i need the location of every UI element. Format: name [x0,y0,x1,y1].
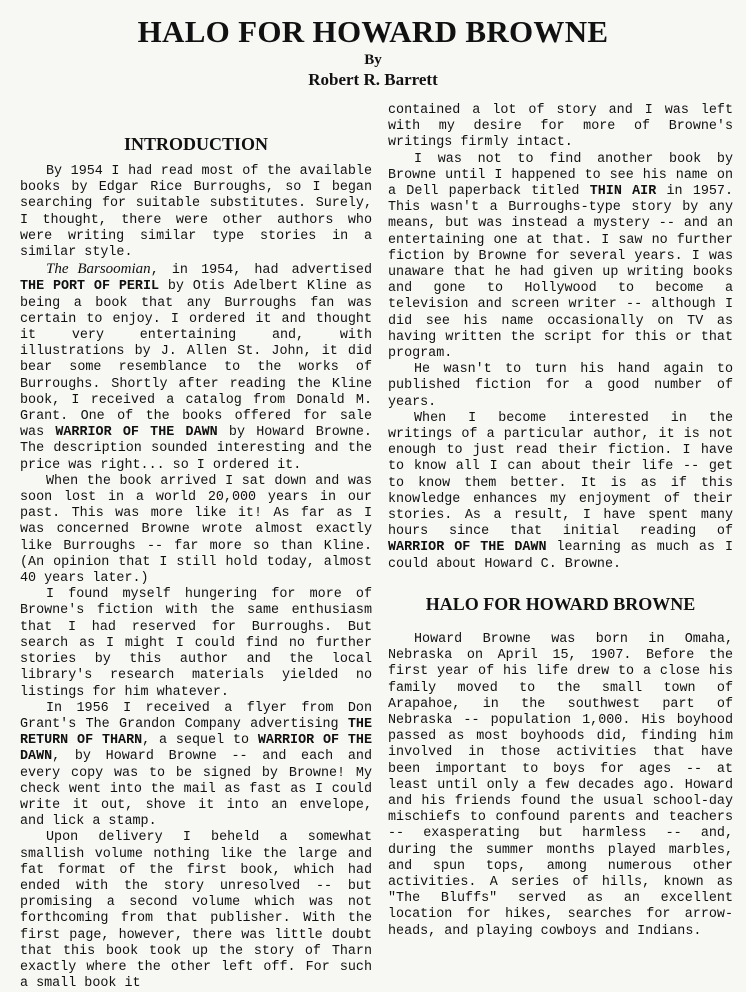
paragraph: When the book arrived I sat down and was soon lost in a world 20,000 years in our past. This was more like it! As far as I was concerned Browne wrote almost exactly like Burroughs -- far more so than Kline. (An opinion that I still hold today, almost 40 years later.) [20,473,372,587]
paragraph: He wasn't to turn his hand again to published fiction for a good number of years. [388,362,733,410]
author-name: Robert R. Barrett [308,70,438,89]
section-heading-introduction: INTRODUCTION [123,134,269,154]
book-title: THIN AIR [589,184,657,200]
book-title: THE RETURN OF THARN [20,716,372,749]
book-title: WARRIOR OF THE DAWN [388,540,547,556]
book-title: WARRIOR OF THE DAWN [55,425,218,441]
paragraph: By 1954 I had read most of the available books by Edgar Rice Burroughs, so I began searching for suitable substitutes. Surely, I thought, there were other authors who were writing similar type stories in a similar style. [20,164,372,261]
paragraph: When I become interested in the writings of a particular author, it is not enough to just read their fiction. I have to know all I can about their life -- get to know them better. It is as if this knowledge enhances my enjoyment of their stories. As a result, I have spent many hours since that initial reading of WARRIOR OF THE DAWN learning as much as I could about Howard C. Browne. [388,410,733,572]
book-title: WARRIOR OF THE DAWN [20,733,373,765]
book-title: THE PORT OF PERIL [20,279,160,295]
byline-label: By [364,52,382,68]
paragraph: In 1956 I received a flyer from Don Grant's The Grandon Company advertising THE RETURN OF THARN, a sequel to WARRIOR OF THE DAWN, by Howard Browne -- and each and every copy was to be signed by Browne! My check went into the mail as fast as I could write it out, shove it into an envelope, and lick a stamp. [20,700,373,830]
section-heading-halo: HALO FOR HOWARD BROWNE [425,594,696,614]
italic-title: The Barsoomian [46,261,151,278]
paragraph: Upon delivery I beheld a somewhat smallish volume nothing like the large and fat format of the first book, which had ended with the story unresolved -- but promising a second volume which was not forthcoming from that publisher. With the first page, however, there was little doubt that this book took up the story of Tharn exactly where the other left off. For such a small book it [20,830,372,992]
paragraph: I found myself hungering for more of Browne's fiction with the same enthusiasm that I had reserved for Burroughs. But search as I might I could find no further stories by this author and the local library's research materials yielded no listings for him whatever. [20,587,372,700]
paragraph: contained a lot of story and I was left with my desire for more of Browne's writings firmly intact. [388,103,733,151]
article-title: HALO FOR HOWARD BROWNE [137,14,609,49]
right-column-body-second [388,632,733,940]
paragraph: I was not to find another book by Browne until I happened to see his name on a Dell paperback titled THIN AIR in 1957. This wasn't a Burroughs-type story by any means, but was instead a mystery -- and an entertaining one at that. I saw no further fiction by Browne for several years. I was unaware that he had given up writing books and gone to Hollywood to become a television and screen writer -- although I did see his name occasionally on TV as having written the script for this or that program. [388,151,734,362]
paragraph: The Barsoomian, in 1954, had advertised THE PORT OF PERIL by Otis Adelbert Kline as being a book that any Burroughs fan was certain to enjoy. I ordered it and thought it very entertaining and, with illustrations by J. Allen St. John, it did bear some resemblance to the works of Burroughs. Shortly after reading the Kline book, I received a catalog from Donald M. Grant. One of the books offered for sale was WARRIOR OF THE DAWN by Howard Browne. The description sounded interesting and the price was right... so I ordered it. [20,261,372,473]
right-column-body [388,103,733,573]
paragraph: Howard Browne was born in Omaha, Nebraska on April 15, 1907. Before the first year of his life drew to a close his family moved to the small town of Arapahoe, in the southwest part of Nebraska -- population 1,000. His boyhood passed as most boyhoods did, finding him involved in those activities that have been important to boys for ages -- at least until only a few decades ago. Howard and his friends found the usual school-day mischiefs to confound parents and teachers -- exasperating but harmless -- and, during the summer months played marbles, and spun tops, among numerous other activities. A series of hills, known as "The Bluffs" served as an excellent location for hikes, searches for arrow-heads, and playing cowboys and Indians. [388,632,733,939]
left-column-body [20,164,372,992]
